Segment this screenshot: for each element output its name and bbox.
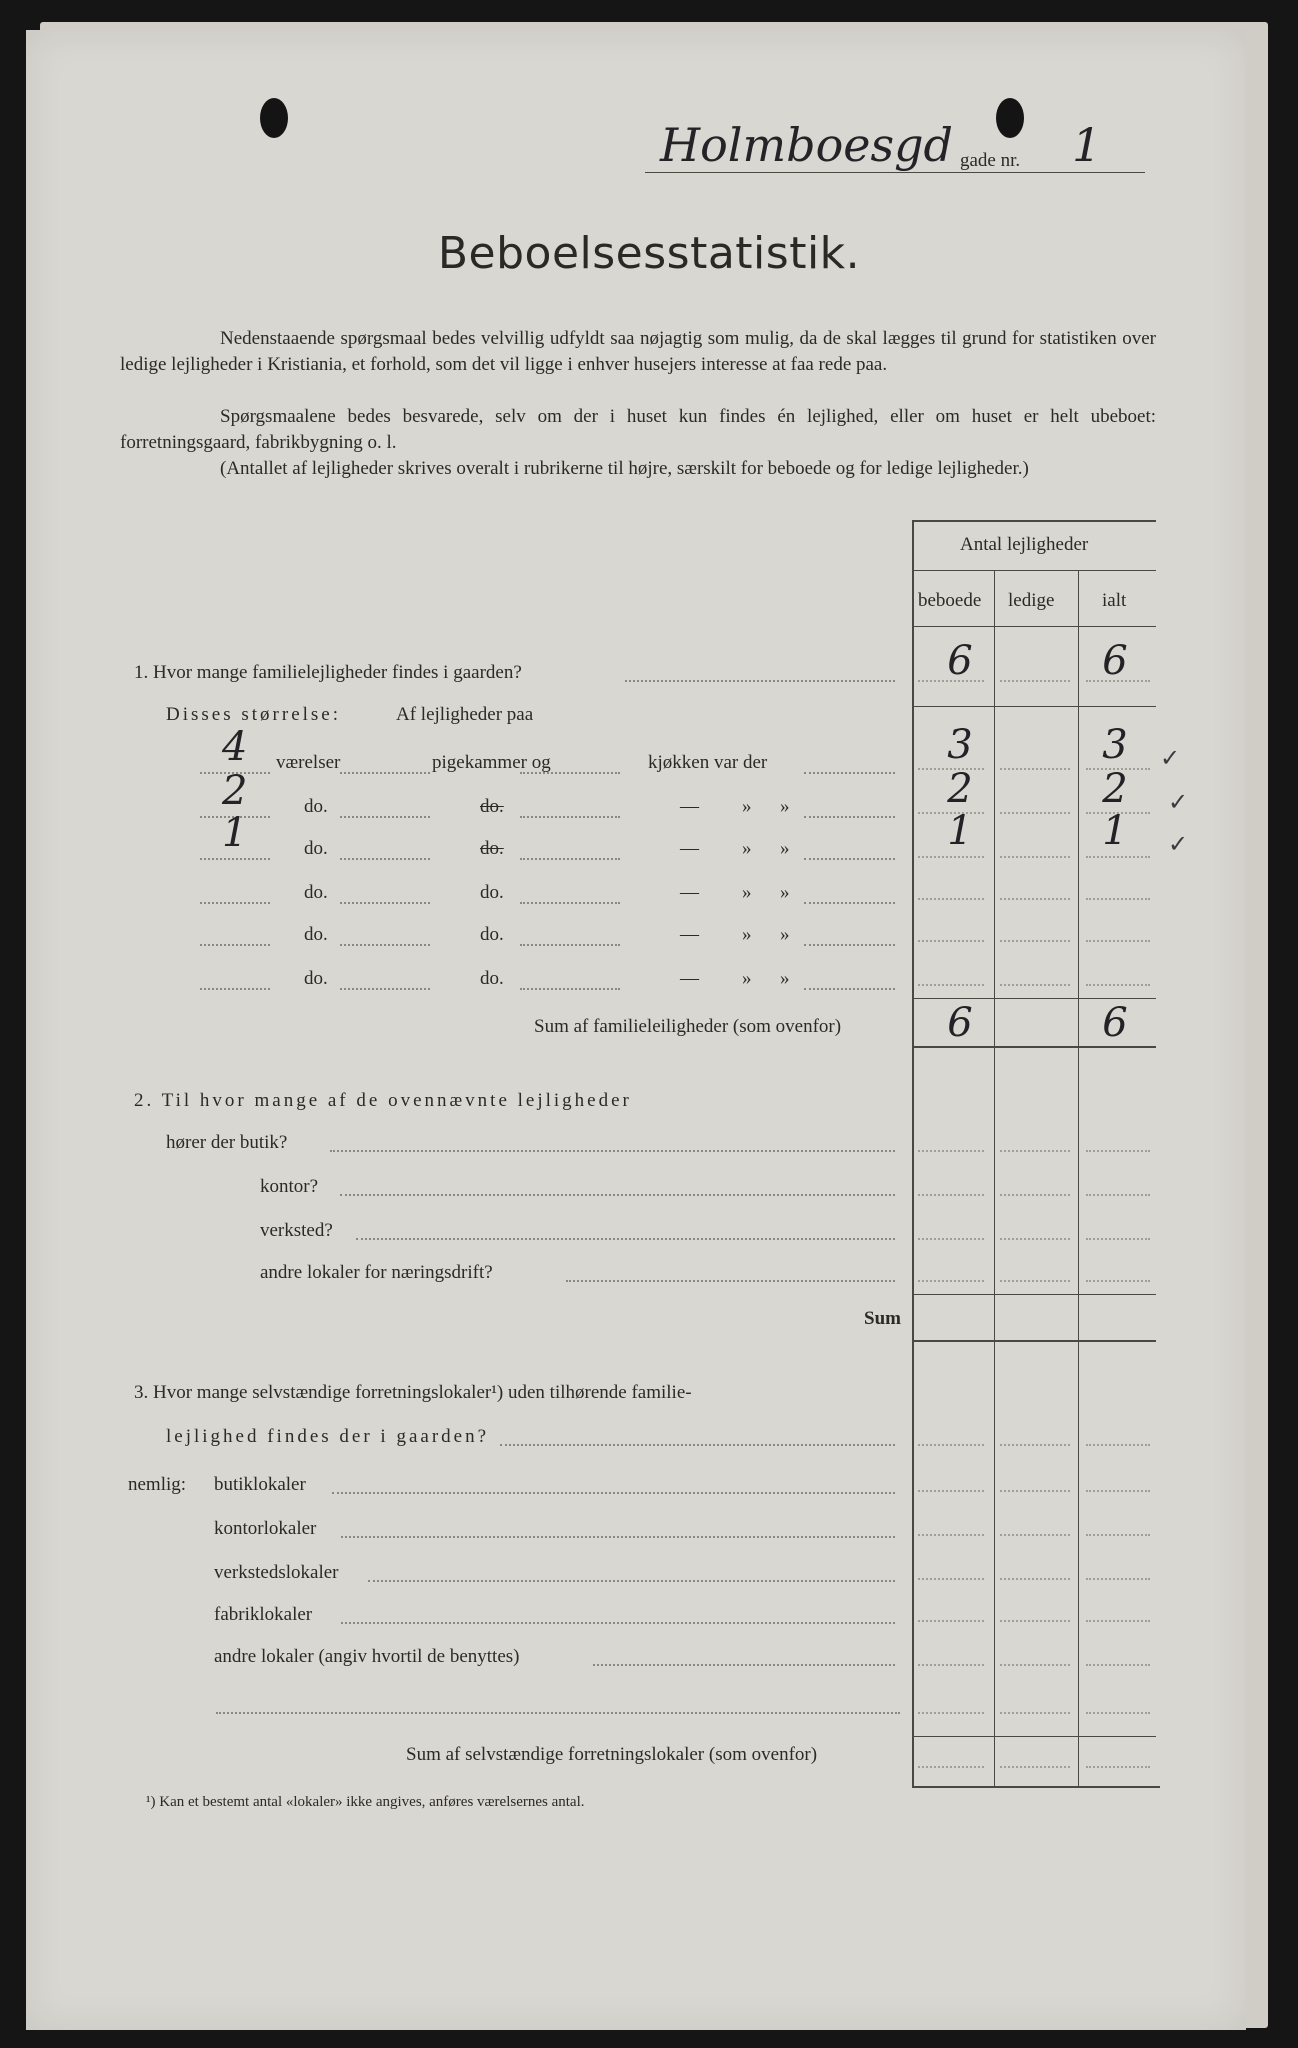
table-cell-dots [918,1766,984,1768]
table-cell-dots [918,1620,984,1622]
vaerelser-dots [340,944,430,946]
col-vaerelser-label: værelser [276,752,341,773]
table-cell-dots [918,1490,984,1492]
intro-paragraph-3: (Antallet af lejligheder skrives overalt i rubrikerne til højre, særskilt for beboede og for ledige lejligheder.) [220,458,1029,479]
table-cell-dots [1000,1490,1070,1492]
pigekammer-dots [520,988,620,990]
room-count-handwritten: 2 [222,768,248,814]
q2-kontor-dots [340,1194,895,1196]
do-vaerelser: do. [304,924,328,945]
room-count-dots [200,988,270,990]
size-ialt-value: 3 [1102,722,1128,768]
ditto-mark: » [780,924,790,945]
size-ialt-value: 1 [1102,808,1128,854]
ditto-mark: » [742,968,752,989]
size-beboede-value: 2 [947,766,973,812]
table-cell-dots [1086,680,1150,682]
page-title: Beboelsesstatistik. [437,228,861,279]
table-group-header: Antal lejligheder [960,534,1089,555]
q2-verksted: verksted? [260,1220,333,1241]
table-cell-dots [918,812,984,814]
table-cell-dots [1086,984,1150,986]
table-cell-dots [918,680,984,682]
ditto-dash: — [680,968,699,989]
table-cell-dots [1086,1238,1150,1240]
ditto-mark: » [780,882,790,903]
table-cell-dots [1000,1238,1070,1240]
size-beboede-value: 3 [947,722,973,768]
table-col-rule-2 [1078,570,1079,1788]
table-cell-dots [918,1194,984,1196]
pigekammer-dots [520,858,620,860]
kjokken-dots [804,988,895,990]
do-pigekammer: do. [480,882,504,903]
table-cell-dots [1000,812,1070,814]
ditto-mark: » [780,796,790,817]
room-count-handwritten: 4 [222,724,248,770]
table-cell-dots [918,1712,984,1714]
table-cell-dots [918,856,984,858]
q1-ialt-value: 6 [1102,638,1128,684]
table-cell-dots [1086,1444,1150,1446]
col-pigekammer-label: pigekammer og [432,752,551,773]
ditto-mark: » [780,838,790,859]
q2-andre-dots [566,1280,895,1282]
ditto-mark: » [780,968,790,989]
table-cell-dots [1086,1150,1150,1152]
q2-andre: andre lokaler for næringsdrift? [260,1262,493,1283]
table-cell-dots [918,898,984,900]
col-kjokken-label: kjøkken var der [648,752,768,773]
q1-sum-beboede: 6 [947,1000,973,1046]
table-cell-dots [1086,812,1150,814]
q3-item-label: verkstedslokaler [214,1562,339,1583]
q3-label-dots [500,1444,895,1446]
table-cell-dots [1000,1712,1070,1714]
q3-item-label: fabriklokaler [214,1604,313,1625]
q1-sum-bottom-rule [912,1046,1156,1048]
col-header-ledige: ledige [1008,590,1055,611]
table-cell-dots [1086,768,1150,770]
q3-item-label: kontorlokaler [214,1518,317,1539]
table-cell-dots [1000,1534,1070,1536]
q2-sum-top-rule [912,1294,1156,1295]
pigekammer-dots [520,902,620,904]
q3-item-dots [341,1622,895,1624]
table-cell-dots [1000,940,1070,942]
table-cell-dots [918,984,984,986]
col-header-ialt: ialt [1102,590,1127,611]
table-cell-dots [1000,1578,1070,1580]
q2-butik: hører der butik? [166,1132,288,1153]
pigekammer-dots [520,944,620,946]
table-cell-dots [1000,1194,1070,1196]
table-cell-dots [1086,1280,1150,1282]
q2-sum-label: Sum [864,1308,901,1329]
q2-kontor: kontor? [260,1176,319,1197]
do-pigekammer: do. [480,924,504,945]
table-cell-dots [1000,680,1070,682]
check-mark-icon: ✓ [1160,744,1181,772]
q3-blank-line [216,1712,900,1714]
room-count-handwritten: 1 [222,810,248,856]
q3-nemlig: nemlig: [128,1474,187,1495]
vaerelser-dots [340,858,430,860]
kjokken-dots [804,816,895,818]
punch-hole-left [260,98,288,138]
table-cell-dots [1086,1194,1150,1196]
table-cell-dots [918,1534,984,1536]
check-mark-icon: ✓ [1168,830,1189,858]
table-cell-dots [918,1238,984,1240]
table-cell-dots [918,1150,984,1152]
footnote: ¹) Kan et bestemt antal «lokaler» ikke angives, anføres værelsernes antal. [146,1794,585,1810]
q1-sum-ialt: 6 [1102,1000,1128,1046]
table-cell-dots [1000,1444,1070,1446]
sizes-label-2: Af lejligheder paa [396,704,534,725]
ditto-dash: — [680,796,699,817]
q3-sum-label: Sum af selvstændige forretningslokaler (som ovenfor) [406,1744,818,1765]
sum-top-rule [912,998,1156,999]
size-ialt-value: 2 [1102,766,1128,812]
ditto-dash: — [680,924,699,945]
table-cell-dots [1086,1534,1150,1536]
do-pigekammer: do. [480,968,504,989]
q3-item-dots [593,1664,895,1666]
q1-row-rule [912,706,1156,707]
table-cell-dots [918,1444,984,1446]
intro-paragraph-1: Nedenstaaende spørgsmaal bedes velvillig udfyldt saa nøjagtig som mulig, da de skal lægges til grund for statistiken over ledige lejligheder i Kristiania, et forhold, som det vil ligge i enhver husejers interesse at faa rede paa. [120,328,1156,375]
kjokken-dots [804,858,895,860]
ditto-mark: » [742,838,752,859]
table-cell-dots [1086,1712,1150,1714]
sizes-label: Disses størrelse: [166,704,342,725]
table-cell-dots [1000,856,1070,858]
q3-item-dots [341,1536,895,1538]
table-cell-dots [1000,1280,1070,1282]
room-count-dots [200,902,270,904]
do-vaerelser: do. [304,838,328,859]
table-cell-dots [1000,1620,1070,1622]
table-cell-dots [1000,1150,1070,1152]
table-subheader-rule [912,570,1156,571]
table-cell-dots [1086,1766,1150,1768]
table-cell-dots [918,768,984,770]
ditto-mark: » [742,924,752,945]
table-cell-dots [1000,1766,1070,1768]
q3-item-label: andre lokaler (angiv hvortil de benyttes) [214,1646,520,1667]
table-cell-dots [1086,1490,1150,1492]
room-count-dots [200,944,270,946]
street-underline [645,172,1145,173]
q3-item-dots [332,1492,895,1494]
table-cell-dots [1000,768,1070,770]
q2-butik-dots [330,1150,895,1152]
table-cell-dots [1086,940,1150,942]
do-vaerelser: do. [304,882,328,903]
table-top-rule [912,520,1156,522]
ditto-dash: — [680,882,699,903]
q2-sum-bottom-rule [912,1340,1156,1342]
street-name-handwritten: Holmboesgd [660,118,954,172]
kjokken-dots [804,944,895,946]
punch-hole-right [996,98,1024,138]
room-count-dots [200,858,270,860]
q1-sum-label: Sum af familieleiligheder (som ovenfor) [534,1016,842,1037]
ditto-mark: » [742,882,752,903]
q2-label: 2. Til hvor mange af de ovennævnte lejligheder [134,1090,632,1111]
q3-label-2: lejlighed findes der i gaarden? [166,1426,490,1447]
table-cell-dots [918,940,984,942]
gade-nr-label: gade nr. [960,150,1021,171]
check-mark-icon: ✓ [1168,788,1189,816]
q2-verksted-dots [356,1238,895,1240]
q1-leader-dots [625,680,895,682]
table-cell-dots [1086,1664,1150,1666]
q3-label: 3. Hvor mange selvstændige forretningslokaler¹) uden tilhørende familie- [134,1382,692,1403]
vaerelser-dots [340,772,430,774]
table-cell-dots [918,1280,984,1282]
do-vaerelser: do. [304,796,328,817]
table-cell-dots [918,1578,984,1580]
size-beboede-value: 1 [947,808,973,854]
kjokken-dots [804,772,895,774]
table-cell-dots [918,1664,984,1666]
house-number-handwritten: 1 [1072,118,1102,172]
table-cell-dots [1086,1578,1150,1580]
table-cell-dots [1000,898,1070,900]
vaerelser-dots [340,816,430,818]
intro-paragraph-2: Spørgsmaalene bedes besvarede, selv om der i huset kun findes én lejlighed, eller om huset er helt ubeboet: forretningsgaard, fabrikbygning o. l. [120,406,1156,453]
q3-item-dots [368,1580,895,1582]
vaerelser-dots [340,988,430,990]
table-cell-dots [1000,984,1070,986]
do-pigekammer: do. [480,838,504,859]
table-cell-dots [1086,1620,1150,1622]
vaerelser-dots [340,902,430,904]
ditto-mark: » [742,796,752,817]
q1-label: 1. Hvor mange familielejligheder findes i gaarden? [134,662,522,683]
table-col-rule-1 [994,570,995,1788]
q3-sum-top-rule [912,1736,1156,1737]
table-cell-dots [1086,898,1150,900]
do-pigekammer: do. [480,796,504,817]
ditto-dash: — [680,838,699,859]
col-header-beboede: beboede [918,590,982,611]
q1-beboede-value: 6 [947,638,973,684]
table-cell-dots [1000,1664,1070,1666]
table-header-bottom-rule [912,626,1156,627]
q3-item-label: butiklokaler [214,1474,306,1495]
table-cell-dots [1086,856,1150,858]
do-vaerelser: do. [304,968,328,989]
q3-sum-bottom-rule [912,1786,1160,1788]
pigekammer-dots [520,816,620,818]
kjokken-dots [804,902,895,904]
table-left-rule [912,520,914,1788]
